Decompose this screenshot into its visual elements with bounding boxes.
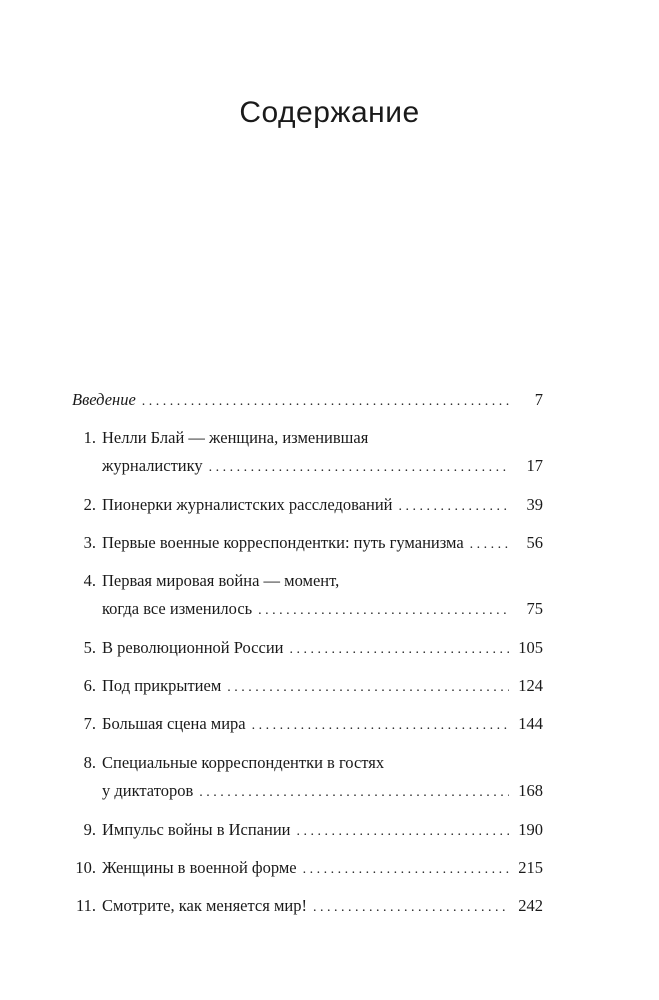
toc-page-number: 17 <box>526 456 543 475</box>
toc-entry-title: Пионерки журналистских расследований <box>102 495 393 514</box>
toc-entry-number: 7. <box>83 714 96 733</box>
toc-entry-title: Под прикрытием <box>102 676 222 695</box>
toc-entry-number: 1. <box>83 428 96 447</box>
toc-entry-number: 3. <box>83 533 96 552</box>
toc-entry-title: Импульс войны в Испании <box>102 820 291 839</box>
toc-entry[interactable] <box>72 424 543 480</box>
toc-page-number: 190 <box>518 820 543 839</box>
toc-entry-number: 6. <box>83 676 96 695</box>
toc-entry[interactable] <box>72 529 543 557</box>
toc-entry-number: 11. <box>75 896 96 915</box>
toc-entry[interactable] <box>72 634 543 662</box>
toc-page-number: 168 <box>518 781 543 800</box>
toc-page-number: 242 <box>518 896 543 915</box>
toc-page-number: 144 <box>518 714 543 733</box>
dot-leader <box>258 597 509 625</box>
dot-leader <box>209 454 509 482</box>
dot-leader <box>252 712 509 740</box>
toc-entry[interactable] <box>72 491 543 519</box>
toc-entry-title: В революционной России <box>102 638 284 657</box>
dot-leader <box>470 531 509 559</box>
toc-entry[interactable] <box>72 710 543 738</box>
toc-page-number: 39 <box>526 495 543 514</box>
toc-entry-number: 8. <box>83 753 96 772</box>
toc-entry-title: Смотрите, как меняется мир! <box>102 896 307 915</box>
toc-entry-title: Введение <box>72 390 136 409</box>
toc-page-number: 215 <box>518 858 543 877</box>
toc-entry-number: 4. <box>83 571 96 590</box>
dot-leader <box>142 388 509 416</box>
toc-entry[interactable] <box>72 749 543 805</box>
toc-entry-number: 5. <box>83 638 96 657</box>
dot-leader <box>297 818 509 846</box>
toc-entry-title: Большая сцена мира <box>102 714 246 733</box>
toc-entry-intro[interactable] <box>72 386 543 414</box>
dot-leader <box>303 856 509 884</box>
dot-leader <box>199 779 509 807</box>
toc-entry[interactable] <box>72 672 543 700</box>
toc-page-number: 56 <box>526 533 543 552</box>
toc-entry[interactable] <box>72 854 543 882</box>
toc-entry-title-continued: когда все изменилось <box>102 599 253 618</box>
dot-leader <box>289 636 509 664</box>
toc-entry[interactable] <box>72 816 543 844</box>
toc-entry-title: Первые военные корреспондентки: путь гуманизма <box>102 533 464 552</box>
toc-page-number: 105 <box>518 638 543 657</box>
toc-entry-title-continued: журналистику <box>102 456 203 475</box>
toc-entry-number: 2. <box>83 495 96 514</box>
toc-entry[interactable] <box>72 567 543 623</box>
toc-entry-number: 9. <box>83 820 96 839</box>
toc-page-number: 7 <box>534 390 543 409</box>
page-title: Содержание <box>239 96 420 129</box>
dot-leader <box>399 493 509 521</box>
dot-leader <box>313 894 509 922</box>
toc-entry-title: Женщины в военной форме <box>102 858 297 877</box>
dot-leader <box>227 674 509 702</box>
toc-entry-number: 10. <box>75 858 96 877</box>
toc-entry-title: Специальные корреспондентки в гостях <box>102 753 385 772</box>
toc-entry-title-continued: у диктаторов <box>102 781 194 800</box>
toc-entry[interactable] <box>72 892 543 920</box>
toc-entry-title: Нелли Блай — женщина, изменившая <box>102 428 369 447</box>
toc-entry-title: Первая мировая война — момент, <box>102 571 340 590</box>
toc-page-number: 124 <box>518 676 543 695</box>
toc-page-number: 75 <box>526 599 543 618</box>
